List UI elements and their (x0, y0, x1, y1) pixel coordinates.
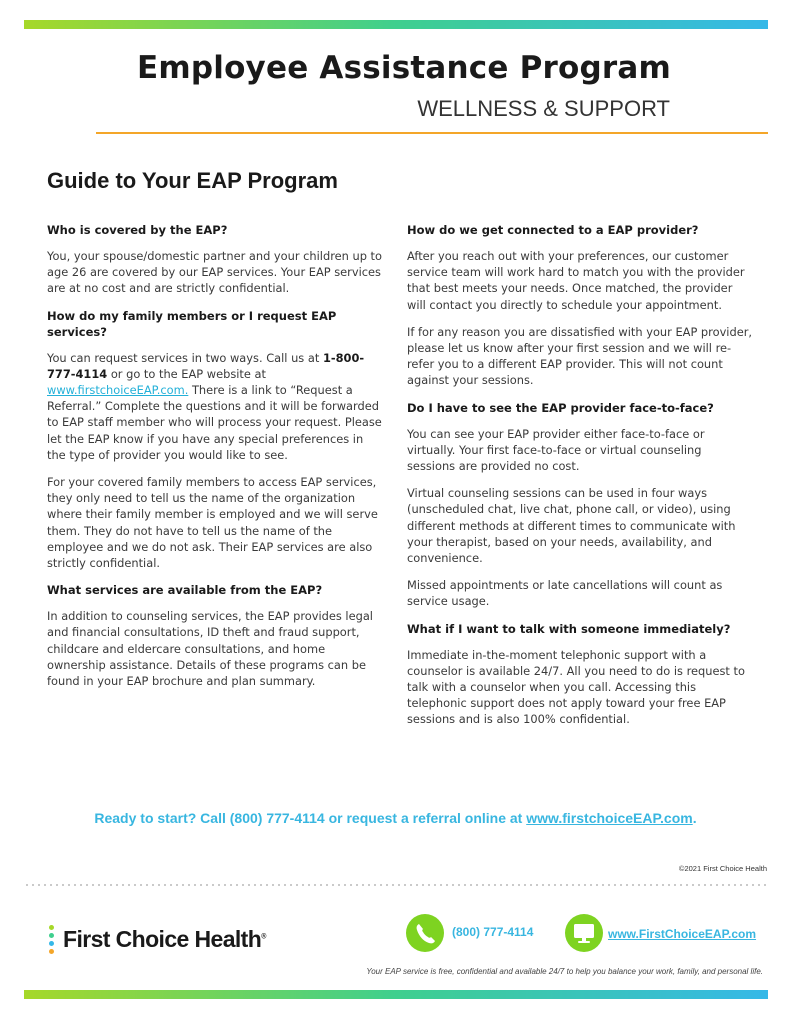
question-get-connected: How do we get connected to a EAP provider? (407, 223, 699, 237)
left-column (47, 222, 382, 700)
logo-dots-icon (47, 924, 57, 954)
cta-website-link[interactable]: www.firstchoiceEAP.com (526, 810, 693, 826)
question-face-to-face: Do I have to see the EAP provider face-to-face? (407, 400, 714, 415)
answer-request-services (47, 350, 382, 463)
page-title: Employee Assistance Program (136, 50, 671, 86)
answer-missed-appointments: Missed appointments or late cancellations will count as service usage. (407, 578, 723, 609)
answer-get-connected: After you reach out with your preferences, our customer service team will work hard to match you with the provider that best meets your needs. Once matched, the provider will contact you directly to schedule your appointment. (407, 249, 745, 312)
answer-family-access: For your covered family members to access EAP services, they only need to tell us the name of the organization where their family member is employed and we will serve them. They do not have to tell us the name of the employee and we do not ask. Their EAP services are also strictly confidential. (47, 475, 378, 571)
answer-face-to-face: You can see your EAP provider either face-to-face or virtually. Your first face-to-face or virtual counseling sessions are provided no cost. (407, 426, 705, 474)
footer-tagline: Your EAP service is free, confidential and available 24/7 to help you balance your work, family, and personal life. (366, 967, 763, 976)
website-link[interactable]: www.firstchoiceEAP.com. (47, 383, 189, 398)
answer-text: You can request services in two ways. Call us at (47, 350, 323, 365)
footer-phone[interactable]: (800) 777-4114 (452, 925, 534, 939)
top-gradient-bar (24, 20, 768, 29)
logo-text (63, 926, 266, 953)
answer-services-available: In addition to counseling services, the EAP provides legal and financial consultations, ID theft and fraud support, childcare and eldercare consultations, and home ownership assistance. Details of these programs can be found in your EAP brochure and plan summary. (47, 609, 373, 689)
answer-dissatisfied: If for any reason you are dissatisfied with your EAP provider, please let us know after your first session and we will re-refer you to a different EAP provider. This will not count against your sessions. (407, 324, 753, 388)
cta-text: Ready to start? Call (800) 777-4114 or request a referral online at (94, 810, 527, 826)
answer-immediate-help: Immediate in-the-moment telephonic support with a counselor is available 24/7. All you need to do is request to talk with a counselor when you call. Accessing this telephonic support does not apply toward your free EAP sessions and is also 100% confidential. (407, 647, 745, 727)
bottom-gradient-bar (24, 990, 768, 999)
first-choice-health-logo (47, 924, 266, 954)
dotted-divider (24, 884, 768, 886)
footer-website-link[interactable]: www.FirstChoiceEAP.com (608, 927, 757, 941)
right-column (407, 222, 752, 739)
question-request-services: How do my family members or I request EAP services? (47, 308, 337, 339)
question-immediate-help: What if I want to talk with someone immediately? (407, 621, 731, 636)
question-services-available: What services are available from the EAP? (47, 583, 323, 598)
answer-who-covered: You, your spouse/domestic partner and your children up to age 26 are covered by our EAP services. Your EAP services are at no cost and are strictly confidential. (47, 249, 382, 296)
call-to-action (0, 810, 791, 826)
page-subtitle: WELLNESS & SUPPORT (417, 96, 670, 121)
cta-end: . (692, 810, 697, 826)
logo-name: First Choice Health (63, 925, 262, 952)
phone-number[interactable]: 1-800-777-4114 (47, 350, 365, 381)
guide-heading: Guide to Your EAP Program (47, 168, 338, 193)
answer-text: or go to the EAP website at (107, 366, 266, 381)
phone-icon (406, 914, 444, 952)
monitor-icon (565, 914, 603, 952)
copyright: ©2021 First Choice Health (678, 864, 767, 873)
answer-virtual-sessions: Virtual counseling sessions can be used in four ways (unscheduled chat, live chat, phone call, or video), using different methods at different times to communicate with your therapist, based on your needs, availability, and convenience. (407, 486, 736, 566)
question-who-covered: Who is covered by the EAP? (47, 223, 228, 237)
header-divider (96, 132, 768, 134)
registered-mark: ® (261, 932, 266, 940)
answer-text: There is a link to “Request a Referral.” Complete the questions and it will be forwarded to EAP staff member who will process your request. Please let the EAP know if you have any special preferences in the type of provider you would like to see. (47, 383, 382, 462)
